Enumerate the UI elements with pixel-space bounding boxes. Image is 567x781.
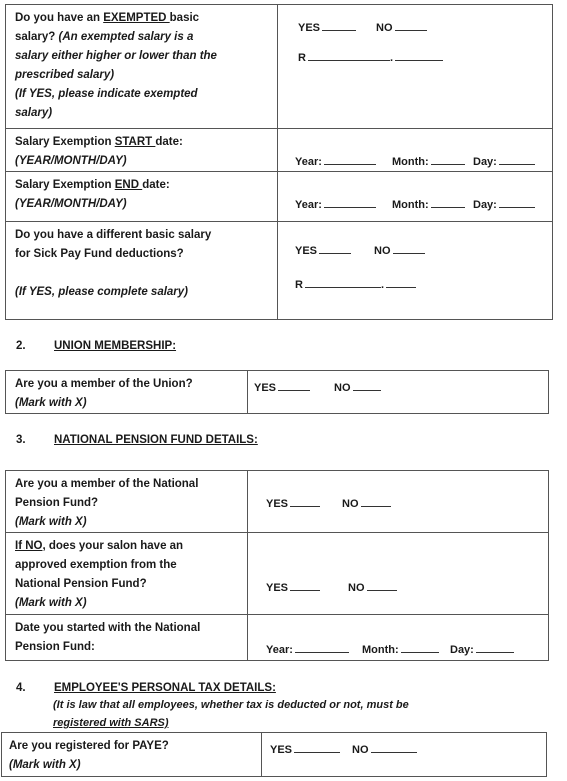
text: (An exempted salary is a (58, 31, 194, 43)
yes-field[interactable] (254, 379, 310, 398)
text: EXEMPTED (103, 12, 170, 24)
text: salary either higher or lower than the (15, 50, 217, 62)
sick-pay-question (6, 222, 278, 320)
text: (YEAR/MONTH/DAY) (15, 198, 127, 210)
pension-day-field[interactable] (450, 641, 514, 660)
text: Are you a member of the Union? (15, 378, 193, 390)
end-year-field[interactable] (295, 196, 376, 215)
no-field[interactable] (348, 579, 397, 598)
union-membership-table (5, 370, 549, 414)
sick-pay-salary-field[interactable] (295, 276, 416, 295)
text: (YEAR/MONTH/DAY) (15, 155, 127, 167)
text: approved exemption from the (15, 559, 177, 571)
start-day-field[interactable] (473, 153, 535, 172)
text: Salary Exemption (15, 179, 115, 191)
text: YES (266, 582, 289, 594)
yes-field[interactable] (270, 741, 340, 760)
text: Are you registered for PAYE? (9, 740, 169, 752)
text: Year: (295, 156, 322, 168)
text: Day: (473, 199, 497, 211)
sick-pay-answer (278, 222, 553, 320)
text: Do you have an (15, 12, 104, 24)
text: Month: (392, 199, 429, 211)
pension-exemption-question (6, 533, 248, 615)
text: . (380, 279, 385, 291)
section-4-heading (16, 682, 276, 694)
text: UNION MEMBERSHIP: (54, 340, 177, 352)
text: NO (376, 22, 393, 34)
no-field[interactable] (376, 19, 427, 38)
no-field[interactable] (342, 495, 391, 514)
text: (If YES, please complete salary) (15, 286, 189, 298)
pension-exemption-answer (248, 533, 549, 615)
text: date: (142, 179, 170, 191)
union-answer (248, 371, 549, 414)
exempted-salary-question (6, 5, 278, 129)
text: 3. (16, 434, 26, 446)
text: (Mark with X) (15, 397, 87, 409)
pension-fund-table (5, 470, 549, 661)
end-month-field[interactable] (392, 196, 465, 215)
yes-field[interactable] (266, 579, 320, 598)
paye-question (2, 733, 262, 777)
text: date: (155, 136, 183, 148)
text: basic (169, 12, 200, 24)
exemption-end-answer (278, 172, 553, 222)
start-year-field[interactable] (295, 153, 376, 172)
text: NO (348, 582, 365, 594)
sars-note-line-2: registered with SARS) (53, 717, 169, 729)
text: R (295, 279, 303, 291)
pension-start-answer (248, 615, 549, 661)
text: (Mark with X) (9, 759, 81, 771)
yes-field[interactable] (266, 495, 320, 514)
no-field[interactable] (334, 379, 381, 398)
exemption-end-question (6, 172, 278, 222)
text: , does your salon have an (42, 540, 184, 552)
text: Month: (362, 644, 399, 656)
text: (Mark with X) (15, 597, 87, 609)
sars-note-line-1: (It is law that all employees, whether tax is deducted or not, must be (53, 699, 409, 711)
text: START (114, 136, 156, 148)
text: YES (295, 245, 318, 257)
text: YES (266, 498, 289, 510)
paye-table (1, 732, 547, 777)
text: R (298, 52, 306, 64)
exempted-salary-field[interactable] (298, 49, 443, 68)
union-question (6, 371, 248, 414)
text: YES (298, 22, 321, 34)
text: Year: (295, 199, 322, 211)
section-2-heading (16, 340, 176, 352)
no-field[interactable] (374, 242, 425, 261)
text: If NO (15, 540, 43, 552)
text: Salary Exemption (15, 136, 115, 148)
no-field[interactable] (352, 741, 417, 760)
pension-month-field[interactable] (362, 641, 439, 660)
text: salary? (15, 31, 59, 43)
pension-year-field[interactable] (266, 641, 349, 660)
text: YES (254, 382, 277, 394)
text: NO (342, 498, 359, 510)
text: Pension Fund: (15, 641, 95, 653)
text: salary) (15, 107, 53, 119)
text: NATIONAL PENSION FUND DETAILS: (54, 434, 258, 446)
text: EMPLOYEE'S PERSONAL TAX DETAILS: (54, 682, 276, 694)
paye-answer (262, 733, 547, 777)
text: (Mark with X) (15, 516, 87, 528)
text: Date you started with the National (15, 622, 201, 634)
text: Day: (450, 644, 474, 656)
text: YES (270, 744, 293, 756)
yes-field[interactable] (295, 242, 351, 261)
yes-field[interactable] (298, 19, 356, 38)
text: 4. (16, 682, 26, 694)
text: Year: (266, 644, 293, 656)
section-3-heading (16, 434, 258, 446)
text: NO (352, 744, 369, 756)
pension-member-answer (248, 471, 549, 533)
text: prescribed salary) (15, 69, 115, 81)
pension-member-question (6, 471, 248, 533)
pension-start-question (6, 615, 248, 661)
text: . (389, 52, 394, 64)
text: Month: (392, 156, 429, 168)
text: NO (374, 245, 391, 257)
text: Pension Fund? (15, 497, 99, 509)
start-month-field[interactable] (392, 153, 465, 172)
text: (If YES, please indicate exempted (15, 88, 198, 100)
text: Day: (473, 156, 497, 168)
exempted-salary-answer (278, 5, 553, 129)
text: 2. (16, 340, 26, 352)
text: for Sick Pay Fund deductions? (15, 248, 184, 260)
end-day-field[interactable] (473, 196, 535, 215)
text: NO (334, 382, 351, 394)
exemption-start-question (6, 129, 278, 172)
exemption-start-answer (278, 129, 553, 172)
text: Do you have a different basic salary (15, 229, 212, 241)
text: National Pension Fund? (15, 578, 147, 590)
salary-exemption-table (5, 4, 553, 320)
text: END (114, 179, 143, 191)
text: Are you a member of the National (15, 478, 199, 490)
